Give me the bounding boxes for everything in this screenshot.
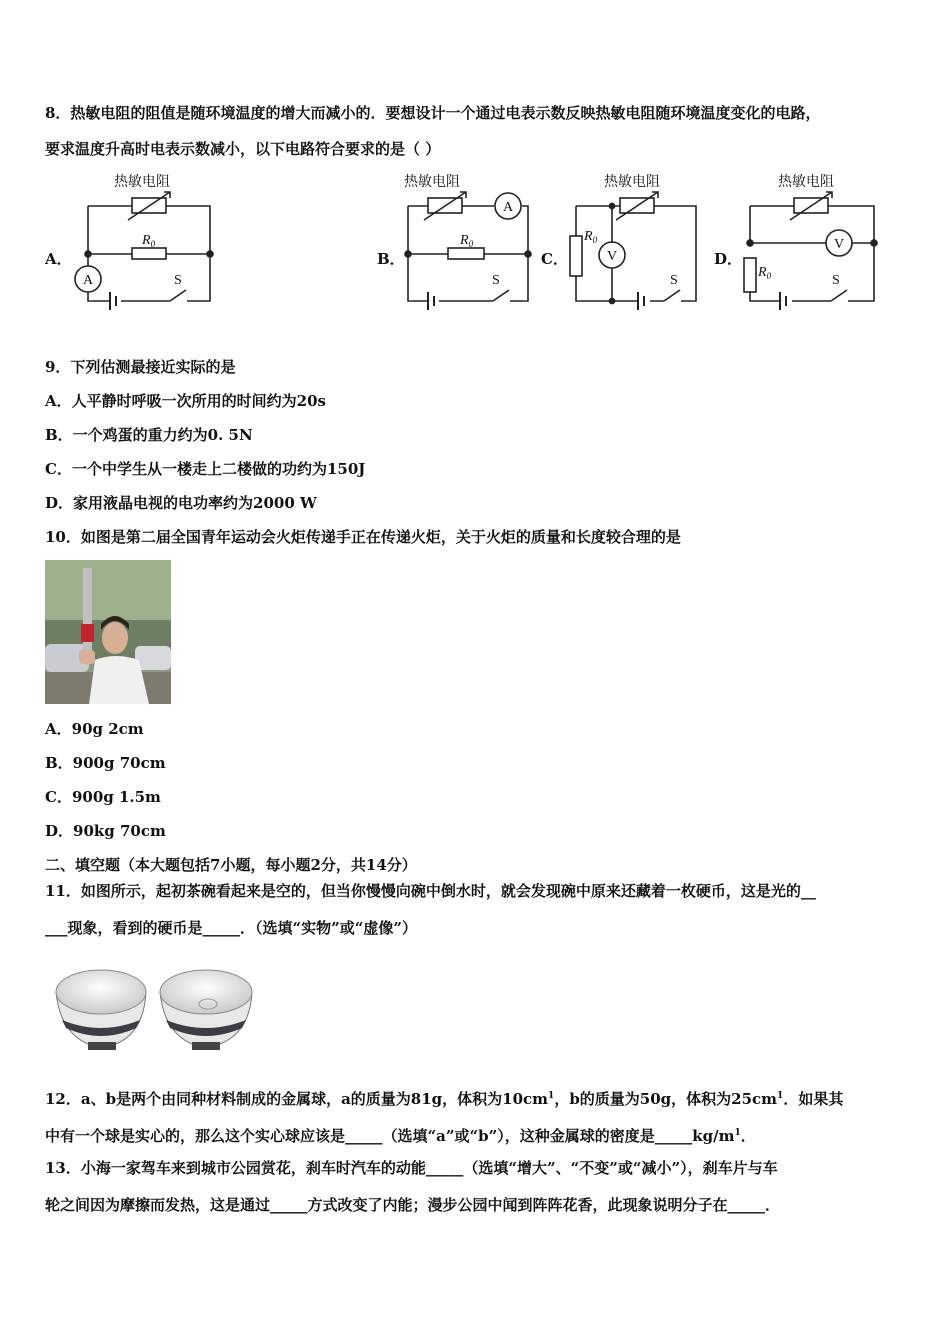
- svg-text:S: S: [670, 273, 678, 288]
- svg-text:R0: $R_0$: [758, 265, 772, 281]
- svg-text:S: S: [832, 273, 840, 288]
- svg-text:A: A: [83, 273, 94, 288]
- r0-resistor: [132, 248, 166, 259]
- svg-text:R0: $R_0$: [142, 233, 156, 249]
- q9-option-b: B．一个鸡蛋的重力约为0. 5N: [45, 426, 253, 444]
- svg-text:热敏电阻: 热敏电阻: [778, 175, 834, 190]
- circuit-d: [740, 168, 890, 312]
- circuit-c: [566, 168, 706, 312]
- circuit-a: [70, 168, 220, 312]
- option-c-label: C．: [541, 250, 568, 268]
- q10-option-d: D．90kg 70cm: [45, 822, 166, 840]
- q9-option-a: A．人平静时呼吸一次所用的时间约为20s: [45, 392, 326, 410]
- svg-text:V: V: [834, 237, 845, 252]
- q11-line1: 11．如图所示，起初茶碗看起来是空的，但当你慢慢向碗中倒水时，就会发现碗中原来还藏着一枚硬币，这是光的__: [45, 882, 816, 900]
- bowl-right: [160, 970, 252, 1050]
- circuit-b: [398, 168, 538, 312]
- svg-text:热敏电阻: 热敏电阻: [404, 175, 460, 190]
- svg-text:A: A: [503, 200, 514, 215]
- q13-line2: 轮之间因为摩擦而发热，这是通过_____方式改变了内能；漫步公园中闻到阵阵花香，此现象说明分子在_____．: [45, 1196, 781, 1214]
- torch-bearer-photo: [45, 560, 171, 704]
- q10-option-c: C．900g 1.5m: [45, 788, 161, 806]
- q9-option-c: C．一个中学生从一楼走上二楼做的功约为150J: [45, 460, 366, 478]
- option-d-label: D．: [714, 250, 743, 268]
- q10-option-b: B．900g 70cm: [45, 754, 166, 772]
- thermistor-label: 热敏电阻: [114, 175, 170, 190]
- option-b-label: B．: [377, 250, 405, 268]
- svg-text:R0: $R_0$: [460, 233, 474, 249]
- q8-line1: 8．热敏电阻的阻值是随环境温度的增大而减小的．要想设计一个通过电表示数反映热敏电阻随环境温度变化的电路，: [45, 104, 821, 122]
- bowl-left: [56, 970, 146, 1050]
- q11-line2: ___现象，看到的硬币是_____．（选填“实物”或“虚像”）: [45, 919, 418, 937]
- q10-option-a: A．90g 2cm: [45, 720, 144, 738]
- svg-text:S: S: [174, 273, 182, 288]
- q9-option-d: D．家用液晶电视的电功率约为2000 W: [45, 494, 317, 512]
- svg-text:R0: $R_0$: [584, 229, 598, 245]
- svg-text:热敏电阻: 热敏电阻: [604, 175, 660, 190]
- q12-line1: 12．a、b是两个由同种材料制成的金属球，a的质量为81g，体积为$10cm^1$，b的质量为50g，体积为$25cm^1$．如果其: [45, 1090, 844, 1108]
- q9-stem: 9．下列估测最接近实际的是: [45, 358, 236, 376]
- q13-line1: 13．小海一家驾车来到城市公园赏花，刹车时汽车的动能_____（选填“增大”、“不变”或“减小”），刹车片与车: [45, 1159, 778, 1177]
- option-a-label: A．: [45, 250, 72, 268]
- section-heading: 二、填空题（本大题包括7小题，每小题2分，共14分）: [45, 856, 417, 874]
- svg-text:S: S: [492, 273, 500, 288]
- q12-line2: 中有一个球是实心的，那么这个实心球应该是_____（选填“a”或“b”），这种金属球的密度是$\_\_\_\_\_kg/m^1$．: [45, 1127, 756, 1145]
- q8-line2: 要求温度升高时电表示数减小，以下电路符合要求的是（ ）: [45, 140, 441, 158]
- tea-bowls-image: [52, 962, 257, 1058]
- svg-text:V: V: [607, 249, 618, 264]
- q10-stem: 10．如图是第二届全国青年运动会火炬传递手正在传递火炬，关于火炬的质量和长度较合理的是: [45, 528, 681, 546]
